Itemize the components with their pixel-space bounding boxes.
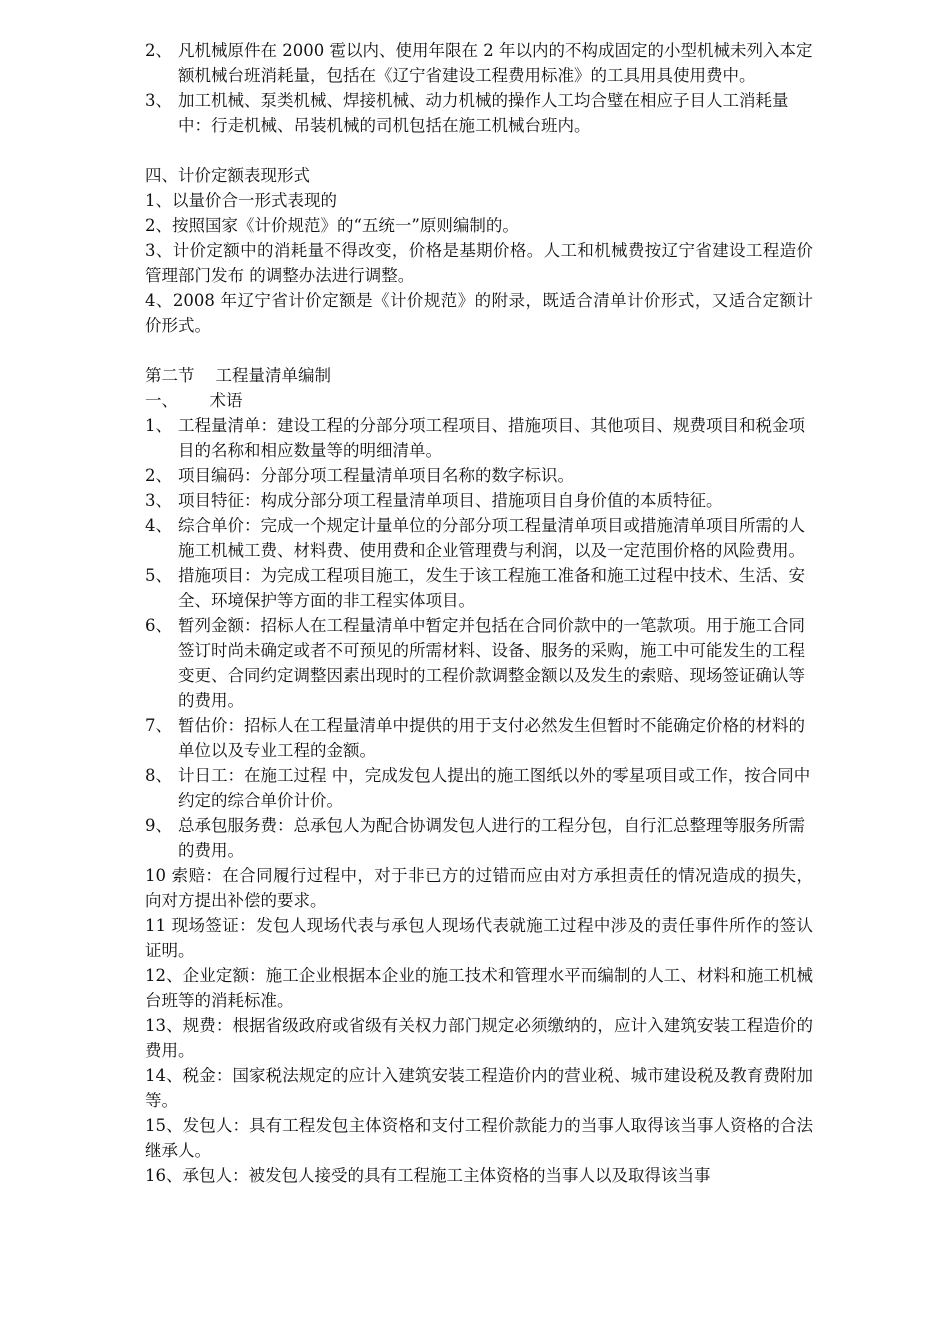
numbered-paragraph	[145, 38, 813, 88]
paragraph: 1、以量价合一形式表现的	[145, 191, 337, 210]
document-page	[145, 38, 813, 1188]
item-text: 项目特征：构成分部分项工程量清单项目、措施项目自身价值的本质特征。	[178, 491, 723, 510]
item-number: 5、	[145, 566, 172, 585]
item-text: 项目编码：分部分项工程量清单项目名称的数字标识。	[178, 466, 574, 485]
item-text: 计日工：在施工过程 中，完成发包人提出的施工图纸以外的零星项目或工作，按合同中约定的综合单价计价。	[178, 766, 811, 810]
item-text: 暂估价：招标人在工程量清单中提供的用于支付必然发生但暂时不能确定价格的材料的单位以及专业工程的金额。	[178, 716, 805, 760]
item-text: 措施项目：为完成工程项目施工，发生于该工程施工准备和施工过程中技术、生活、安全、环境保护等方面的非工程实体项目。	[178, 566, 805, 610]
term-paragraph: 14、税金：国家税法规定的应计入建筑安装工程造价内的营业税、城市建设税及教育费附加等。	[145, 1066, 813, 1110]
item-number: 3、	[145, 491, 172, 510]
item-text: 暂列金额：招标人在工程量清单中暂定并包括在合同价款中的一笔款项。用于施工合同签订时尚未确定或者不可预见的所需材料、设备、服务的采购，施工中可能发生的工程变更、合同约定调整因素出现时的工程价款调整金额以及发生的索赔、现场签证确认等的费用。	[178, 616, 805, 710]
term-item	[145, 488, 813, 513]
subsection-heading: 一、 术语	[145, 391, 243, 410]
chapter-heading: 第二节 工程量清单编制	[145, 366, 331, 385]
term-item	[145, 763, 813, 813]
term-paragraph: 12、企业定额：施工企业根据本企业的施工技术和管理水平而编制的人工、材料和施工机械台班等的消耗标准。	[145, 966, 813, 1010]
item-text: 工程量清单：建设工程的分部分项工程项目、措施项目、其他项目、规费项目和税金项目的名称和相应数量等的明细清单。	[178, 416, 805, 460]
item-number: 4、	[145, 516, 172, 535]
term-paragraph: 11 现场签证：发包人现场代表与承包人现场代表就施工过程中涉及的责任事件所作的签认证明。	[145, 916, 813, 960]
paragraph: 3、计价定额中的消耗量不得改变，价格是基期价格。人工和机械费按辽宁省建设工程造价管理部门发布 的调整办法进行调整。	[145, 241, 813, 285]
term-paragraph: 13、规费：根据省级政府或省级有关权力部门规定必须缴纳的，应计入建筑安装工程造价的费用。	[145, 1016, 813, 1060]
term-item	[145, 813, 813, 863]
section-heading: 四、计价定额表现形式	[145, 166, 310, 185]
term-item	[145, 613, 813, 713]
term-item	[145, 513, 813, 563]
paragraph: 2、按照国家《计价规范》的“五统一”原则编制的。	[145, 216, 519, 235]
item-number: 6、	[145, 616, 172, 635]
item-text: 总承包服务费：总承包人为配合协调发包人进行的工程分包，自行汇总整理等服务所需的费用。	[178, 816, 805, 860]
term-item	[145, 563, 813, 613]
item-number: 2、	[145, 466, 172, 485]
term-paragraph: 16、承包人：被发包人接受的具有工程施工主体资格的当事人以及取得该当事	[145, 1166, 711, 1185]
item-number: 2、	[145, 41, 172, 60]
item-text: 加工机械、泵类机械、焊接机械、动力机械的操作人工均合璧在相应子目人工消耗量中：行走机械、吊装机械的司机包括在施工机械台班内。	[178, 91, 789, 135]
item-number: 8、	[145, 766, 172, 785]
blank-line	[145, 138, 813, 163]
term-item	[145, 463, 813, 488]
numbered-paragraph	[145, 88, 813, 138]
paragraph: 4、2008 年辽宁省计价定额是《计价规范》的附录，既适合清单计价形式，又适合定额计价形式。	[145, 291, 813, 335]
item-text: 综合单价：完成一个规定计量单位的分部分项工程量清单项目或措施清单项目所需的人施工机械工费、材料费、使用费和企业管理费与利润，以及一定范围价格的风险费用。	[178, 516, 805, 560]
blank-line	[145, 338, 813, 363]
item-text: 凡机械原件在 2000 雹以内、使用年限在 2 年以内的不构成固定的小型机械未列入本定额机械台班消耗量，包括在《辽宁省建设工程费用标准》的工具用具使用费中。	[178, 41, 813, 85]
item-number: 9、	[145, 816, 172, 835]
item-number: 1、	[145, 416, 172, 435]
term-paragraph: 15、发包人：具有工程发包主体资格和支付工程价款能力的当事人取得该当事人资格的合法继承人。	[145, 1116, 813, 1160]
term-item	[145, 413, 813, 463]
term-item	[145, 713, 813, 763]
item-number: 3、	[145, 91, 172, 110]
term-paragraph: 10 索赔：在合同履行过程中，对于非已方的过错而应由对方承担责任的情况造成的损失，向对方提出补偿的要求。	[145, 866, 813, 910]
item-number: 7、	[145, 716, 172, 735]
